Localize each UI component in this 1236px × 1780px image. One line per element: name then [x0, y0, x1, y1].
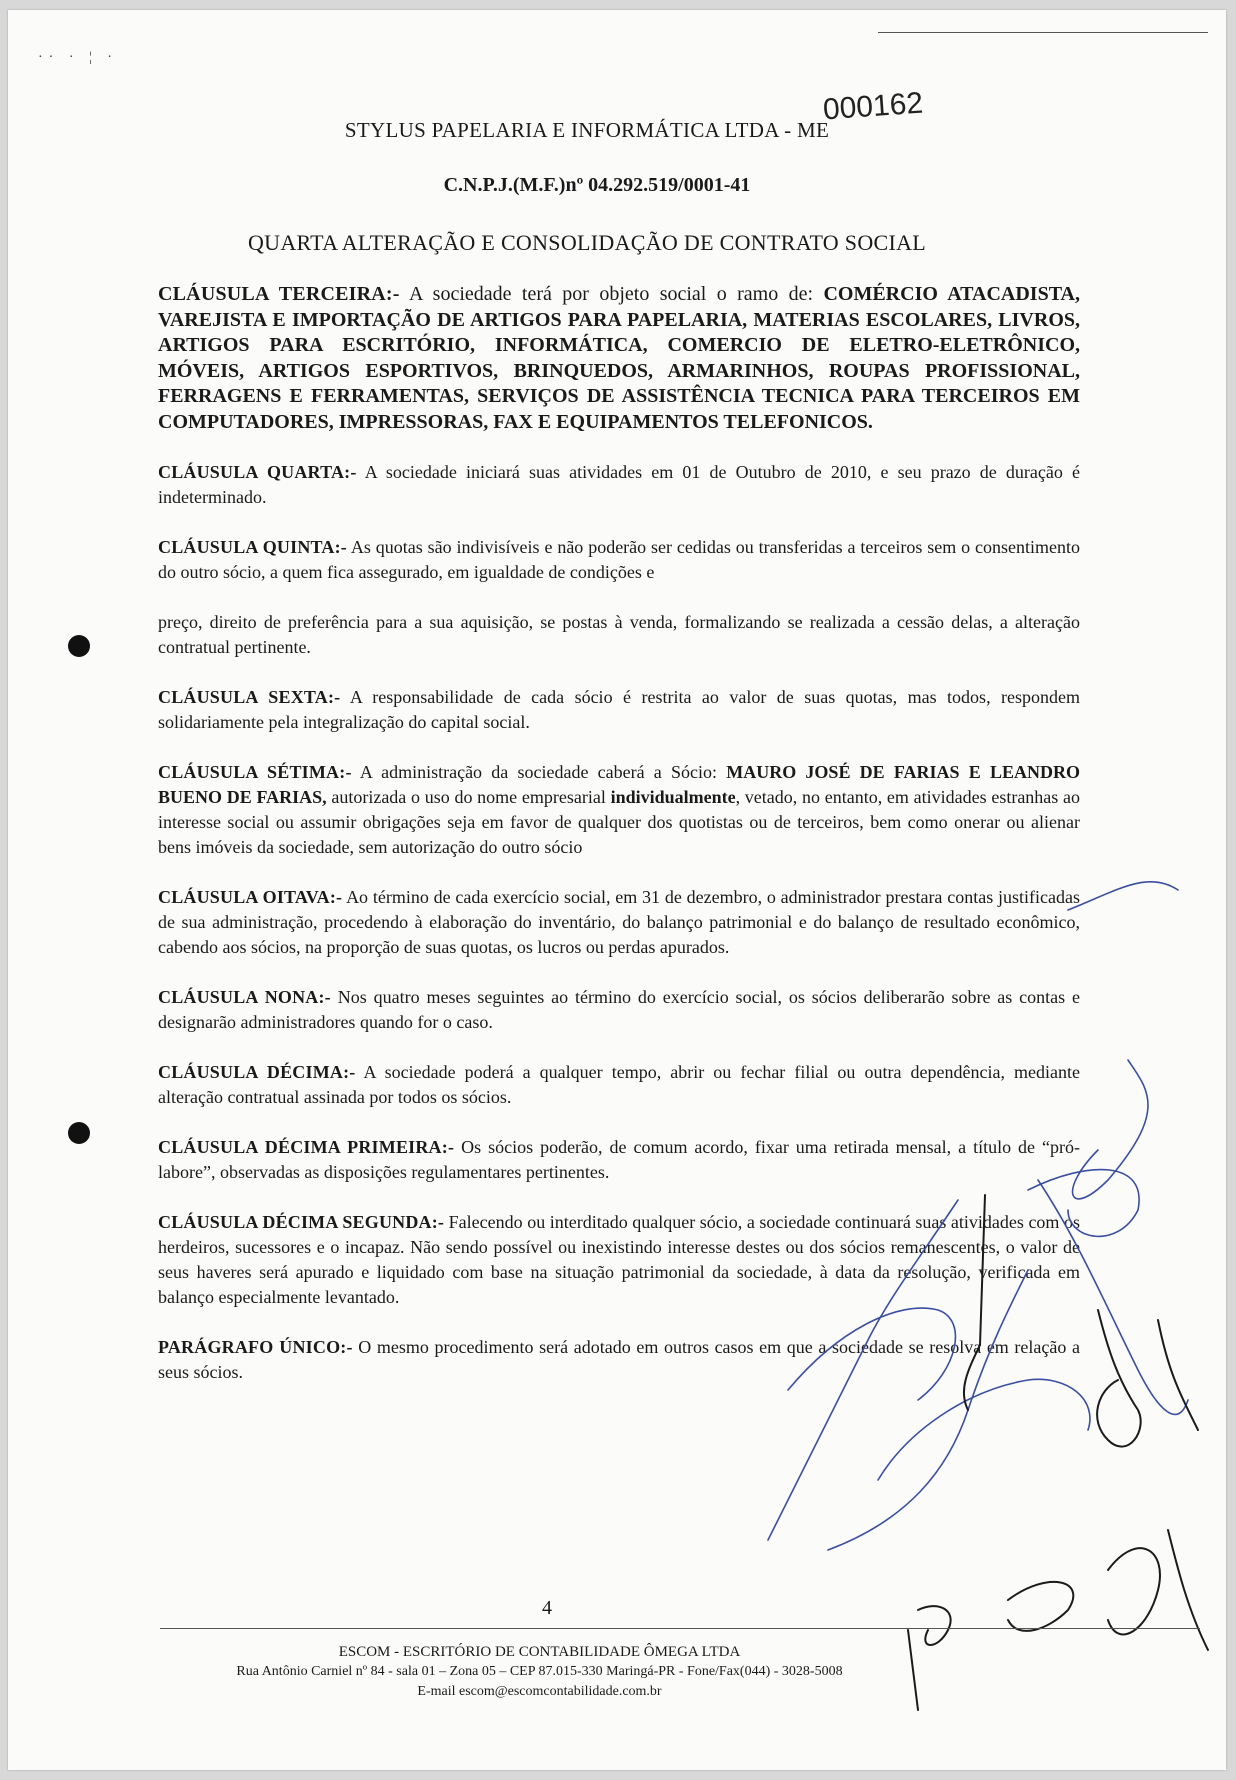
document-title: QUARTA ALTERAÇÃO E CONSOLIDAÇÃO DE CONTRATO SOCIAL — [247, 230, 927, 255]
scan-specks: ·· · ¦ · — [38, 50, 118, 65]
clause-decima: CLÁUSULA DÉCIMA:- A sociedade poderá a qualquer tempo, abrir ou fechar filial ou outra dependência, mediante alteração contratual assinada por todos os sócios. — [158, 1062, 1080, 1107]
clause-sexta: CLÁUSULA SEXTA:- A responsabilidade de cada sócio é restrita ao valor de suas quotas, mas todos, respondem solidariamente pela integralização do capital social. — [158, 687, 1080, 732]
clause-decima-segunda: CLÁUSULA DÉCIMA SEGUNDA:- Falecendo ou interditado qualquer sócio, a sociedade continuará suas atividades com os herdeiros, sucessores e o incapaz. Não sendo possível ou inexistindo interesse destes ou dos sócios remanescentes, o valor de seus haveres será apurado e liquidado com base na situação patrimonial da sociedade, à data da resolução, verificada em balanço especialmente levantado. — [158, 1212, 1080, 1307]
clause-quarta: CLÁUSULA QUARTA:- A sociedade iniciará suas atividades em 01 de Outubro de 2010, e seu prazo de duração é indeterminado. — [158, 462, 1080, 507]
page-stamp-number: 000162 — [821, 86, 925, 127]
footer-company: ESCOM - ESCRITÓRIO DE CONTABILIDADE ÔMEGA LTDA — [338, 1644, 741, 1660]
clause-nona: CLÁUSULA NONA:- Nos quatro meses seguintes ao término do exercício social, os sócios deliberarão sobre as contas e designarão administradores quando for o caso. — [158, 987, 1080, 1032]
handwritten-signatures — [8, 10, 1226, 1770]
footer-rule — [160, 1628, 1200, 1629]
footer — [8, 1642, 1226, 1702]
clause-quinta-continuation: preço, direito de preferência para a sua aquisição, se postas à venda, formalizando se realizada a cessão delas, a alteração contratual pertinente. — [158, 612, 1080, 657]
clause-quinta: CLÁUSULA QUINTA:- As quotas são indivisíveis e não poderão ser cedidas ou transferidas a terceiros sem o consentimento do outro sócio, a quem fica assegurado, em igualdade de condições e — [158, 537, 1081, 582]
document-page — [8, 10, 1226, 1770]
company-name: STYLUS PAPELARIA E INFORMÁTICA LTDA - ME — [344, 118, 830, 142]
clause-terceira: CLÁUSULA TERCEIRA:- A sociedade terá por objeto social o ramo de: COMÉRCIO ATACADISTA, VAREJISTA E IMPORTAÇÃO DE ARTIGOS PARA PAPELARIA, MATERIAS ESCOLARES, LIVROS, ARTIGOS PARA ESCRITÓRIO, INFORMÁTICA, COMERCIO DE ELETRO-ELETRÔNICO, MÓVEIS, ARTIGOS ESPORTIVOS, BRINQUEDOS, ARMARINHOS, ROUPAS PROFISSIONAL, FERRAGENS E FERRAMENTAS, SERVIÇOS DE ASSISTÊNCIA TECNICA PARA TERCEIROS EM COMPUTADORES, IMPRESSORAS, FAX E EQUIPAMENTOS TELEFONICOS. — [158, 283, 1080, 433]
page-number: 4 — [542, 1597, 552, 1619]
clause-oitava: CLÁUSULA OITAVA:- Ao término de cada exercício social, em 31 de dezembro, o administrador prestara contas justificadas de sua administração, procedendo à elaboração do inventário, do balanço patrimonial e do balanço de resultado econômico, cabendo aos sócios, na proporção de suas quotas, os lucros ou perdas apurados. — [158, 887, 1080, 957]
footer-email: E-mail escom@escomcontabilidade.com.br — [417, 1684, 662, 1699]
footer-address: Rua Antônio Carniel nº 84 - sala 01 – Zona 05 – CEP 87.015-330 Maringá-PR - Fone/Fax(044) - 3028-5008 — [236, 1664, 843, 1679]
clause-setima: CLÁUSULA SÉTIMA:- A administração da sociedade caberá a Sócio: MAURO JOSÉ DE FARIAS E LEANDRO BUENO DE FARIAS, autorizada o uso do nome empresarial individualmente, vetado, no entanto, em atividades estranhas ao interesse social ou assumir obrigações seja em favor de qualquer dos quotistas ou de terceiros, bem como onerar ou alienar bens imóveis da sociedade, sem autorização do outro sócio — [158, 762, 1081, 857]
company-cnpj: C.N.P.J.(M.F.)nº 04.292.519/0001-41 — [443, 174, 751, 196]
paragrafo-unico: PARÁGRAFO ÚNICO:- O mesmo procedimento será adotado em outros casos em que a sociedade se resolva em relação a seus sócios. — [158, 1337, 1081, 1382]
clause-decima-primeira: CLÁUSULA DÉCIMA PRIMEIRA:- Os sócios poderão, de comum acordo, fixar uma retirada mensal, a título de “pró-labore”, observadas as disposições regulamentares pertinentes. — [158, 1137, 1080, 1182]
